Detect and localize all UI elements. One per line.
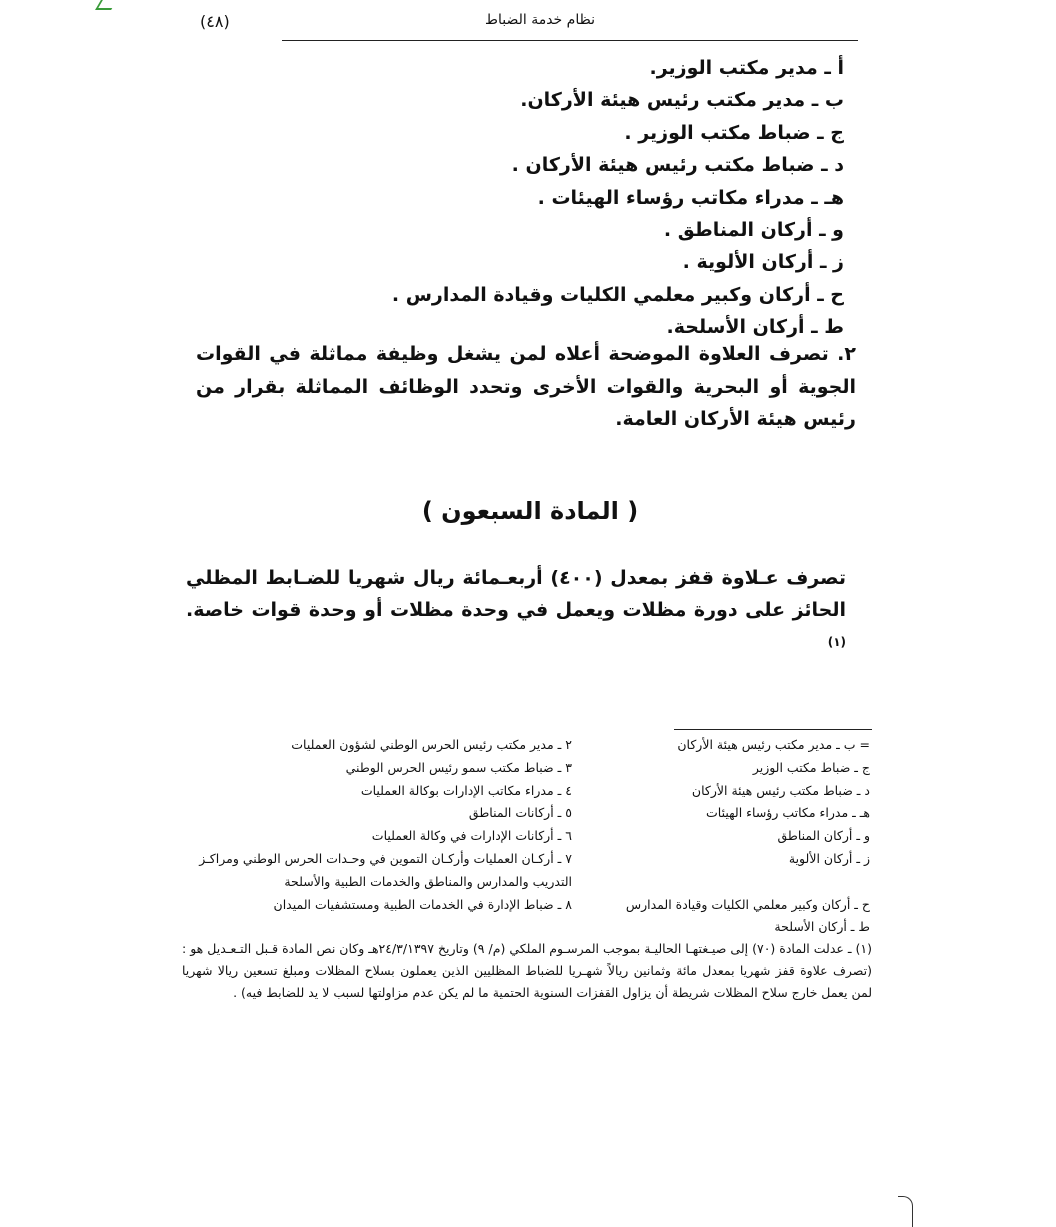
footnote-item: هـ ـ مدراء مكاتب رؤساء الهيئات [706, 805, 870, 821]
footnote-item: ٧ ـ أركـان العمليات وأركـان التموين في وحـدات الحرس الوطني ومراكـز التدريب والمدارس والمناطق والخدمات الطبية والأسلحة [199, 850, 572, 889]
corner-mark [95, 0, 117, 10]
list-item: د ـ ضباط مكتب رئيس هيئة الأركان . [511, 154, 844, 177]
footnote-item: = ب ـ مدير مكتب رئيس هيئة الأركان [677, 737, 870, 752]
paragraph-text: تصرف العلاوة الموضحة أعلاه لمن يشغل وظيفة مماثلة في القوات الجوية أو البحرية والقوات الأخرى وتحدد الوظائف المماثلة بقرار من رئيس هيئة الأركان العامة. [196, 343, 856, 430]
footnote-item: ٤ ـ مدراء مكاتب الإدارات بوكالة العمليات [360, 782, 572, 798]
running-header-title: نظام خدمة الضباط [485, 12, 595, 28]
paragraph-2 [196, 338, 856, 436]
header-rule [282, 40, 858, 41]
footnote-item: ز ـ أركان الألوية [788, 850, 870, 866]
list-item: أ ـ مدير مكتب الوزير. [649, 57, 844, 79]
paragraph-number: ٢. [837, 343, 856, 365]
footnote-item: ٢ ـ مدير مكتب رئيس الحرس الوطني لشؤون العمليات [291, 737, 572, 752]
article-body: تصرف عـلاوة قفز بمعدل (٤٠٠) أربعـمائة ريال شهريا للضـابط المظلي الحائز على دورة مظلات ويعمل في وحدة مظلات أو وحدة قوات خاصة. [186, 567, 846, 621]
footnote-rule [674, 729, 872, 730]
footnote-item: ٣ ـ ضباط مكتب سمو رئيس الحرس الوطني [345, 759, 572, 775]
footnote-item: ح ـ أركان وكبير معلمي الكليات وقيادة المدارس [625, 896, 870, 912]
allowance-positions-list [204, 52, 844, 344]
article-text [186, 562, 846, 663]
list-item: هـ ـ مدراء مكاتب رؤساء الهيئات . [537, 186, 844, 209]
page-number: (٤٨) [200, 12, 230, 31]
footnote-item: ٦ ـ أركانات الإدارات في وكالة العمليات [371, 828, 572, 844]
list-item: ب ـ مدير مكتب رئيس هيئة الأركان. [520, 89, 844, 112]
footnote-item: د ـ ضباط مكتب رئيس هيئة الأركان [691, 782, 870, 798]
list-item: ز ـ أركان الألوية . [682, 251, 844, 274]
list-item: ج ـ ضباط مكتب الوزير . [624, 121, 844, 144]
footnote-item: ط ـ أركان الأسلحة [774, 919, 870, 935]
footnote-note: (١) ـ عدلت المادة (٧٠) إلى صيـغتهـا الحاليـة بموجب المرسـوم الملكي (م/ ٩) وتاريخ ٢٤/٣/١٣٩٧هـ وكان نص المادة قـبل التـعـديل هو : (تصرف علاوة قفز شهريا بمعدل مائة وثمانين ريالاً شهـريا للضباط المظليين الذين يعملون بسلاح المظلات ومبلغ تسعين ريالا شهريا لمن يعمل خارج سلاح المظلات شريطة أن يزاول القفزات السنوية الحتمية ما لم يكن عدم مزاولتها لسبب لا يد للضابط فيه) . [182, 941, 872, 1000]
spacer [600, 871, 870, 894]
binding-mark [898, 1196, 913, 1227]
footnote-item: ٥ ـ أركانات المناطق [468, 805, 572, 821]
article-title: ( المادة السبعون ) [421, 497, 639, 525]
list-item: ط ـ أركان الأسلحة. [666, 316, 844, 339]
list-item: و ـ أركان المناطق . [663, 218, 844, 241]
footnote-item: ج ـ ضباط مكتب الوزير [752, 759, 870, 775]
footnote-left-column [192, 734, 572, 916]
list-item: ح ـ أركان وكبير معلمي الكليات وقيادة المدارس . [391, 283, 844, 306]
footnote-item: ٨ ـ ضباط الإدارة في الخدمات الطبية ومستشفيات الميدان [273, 896, 572, 912]
footnote-right-column [600, 734, 870, 939]
footnote-item: و ـ أركان المناطق [777, 828, 870, 844]
footnote-reference: (١) [827, 635, 846, 649]
